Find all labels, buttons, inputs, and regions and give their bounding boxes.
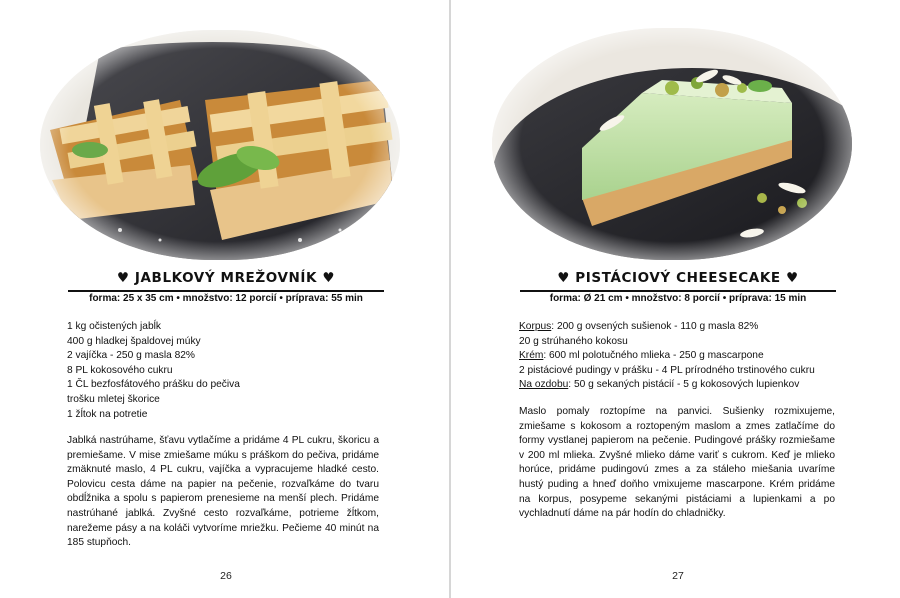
title-divider [68,290,384,292]
ingredient-item: 20 g strúhaného kokosu [519,335,628,347]
ingredient-item: 1 kg očistených jabĺk [67,321,162,332]
ingredient-item: 1 ČL bezfosfátového prášku do pečiva [67,379,240,391]
ingredient-item: 8 PL kokosového cukru [67,364,173,376]
recipe-title: ♥ JABLKOVÝ MREŽOVNÍK ♥ [116,270,336,286]
apple-pie-photo [40,30,400,260]
ingredient-item: trošku mletej škorice [67,393,160,405]
recipe-meta: forma: 25 x 35 cm • množstvo: 12 porcií • príprava: 55 min [89,293,363,304]
recipe-meta: forma: Ø 21 cm • množstvo: 8 porcií • príprava: 15 min [549,293,807,304]
ingredient-item: 2 vajíčka - 250 g masla 82% [67,350,195,362]
ingredient-item: 400 g hladkej špaldovej múky [67,335,201,347]
recipe-method: Jablká nastrúhame, šťavu vytlačíme a pridáme 4 PL cukru, škoricu a premiešame. V mise zmiešame múku s práškom do pečiva, pridáme zmäknuté maslo, 4 PL cukru, vajíčka a vypracujeme hladké cesto. Polovicu cesta dáme na papier na pečenie, rozvaľkáme do tvaru obdĺžnika a spolu s papierom prenesieme na menší plech. Pridáme nastrúhané jablká. Zvyšné cesto rozvaľkáme, potrieme žĺtkom, narežeme pásy a na koláči vytvoríme mriežku. Pečieme 40 minút na 185 stupňoch. [67,435,379,549]
page-number: 27 [672,570,684,582]
ingredient-list [519,320,839,393]
ingredient-group-label: Na ozdobu [519,379,569,391]
ingredient-item: 2 pistáciové pudingy v prášku - 4 PL prírodného trstinového cukru [519,364,815,376]
ingredient-item: Na ozdobu: 50 g sekaných pistácií - 5 g kokosových lupienkov [519,379,800,391]
recipe-method: Maslo pomaly roztopíme na panvici. Sušienky rozmixujeme, zmiešame s kokosom a roztopeným maslom a zmes zatlačíme do formy vystlanej papierom na pečenie. Pudingové prášky rozmiešame v 200 ml mlieka. Zvyšné mlieko dáme variť s cukrom. Keď je mlieko horúce, pridáme pudingovú zmes a za stáleho miešania uvaríme hustý puding a hneď doňho vmixujeme mascarpone. Krém pridáme na korpus, posypeme sekanými pistáciami a lupienkami a po vychladnutí dáme na pár hodín do chladničky. [519,406,835,520]
title-divider [520,290,836,292]
ingredient-group-label: Krém [519,350,544,362]
ingredient-item: Korpus: 200 g ovsených sušienok - 110 g masla 82% [519,321,759,332]
cheesecake-photo [492,28,852,260]
page-number: 26 [220,570,232,582]
recipe-title: ♥ PISTÁCIOVÝ CHEESECAKE ♥ [557,270,799,286]
ingredient-group-label: Korpus [519,321,552,332]
ingredient-item: Krém: 600 ml polotučného mlieka - 250 g mascarpone [519,350,764,362]
ingredient-item: 1 žĺtok na potretie [67,408,148,420]
ingredient-list [67,320,387,422]
